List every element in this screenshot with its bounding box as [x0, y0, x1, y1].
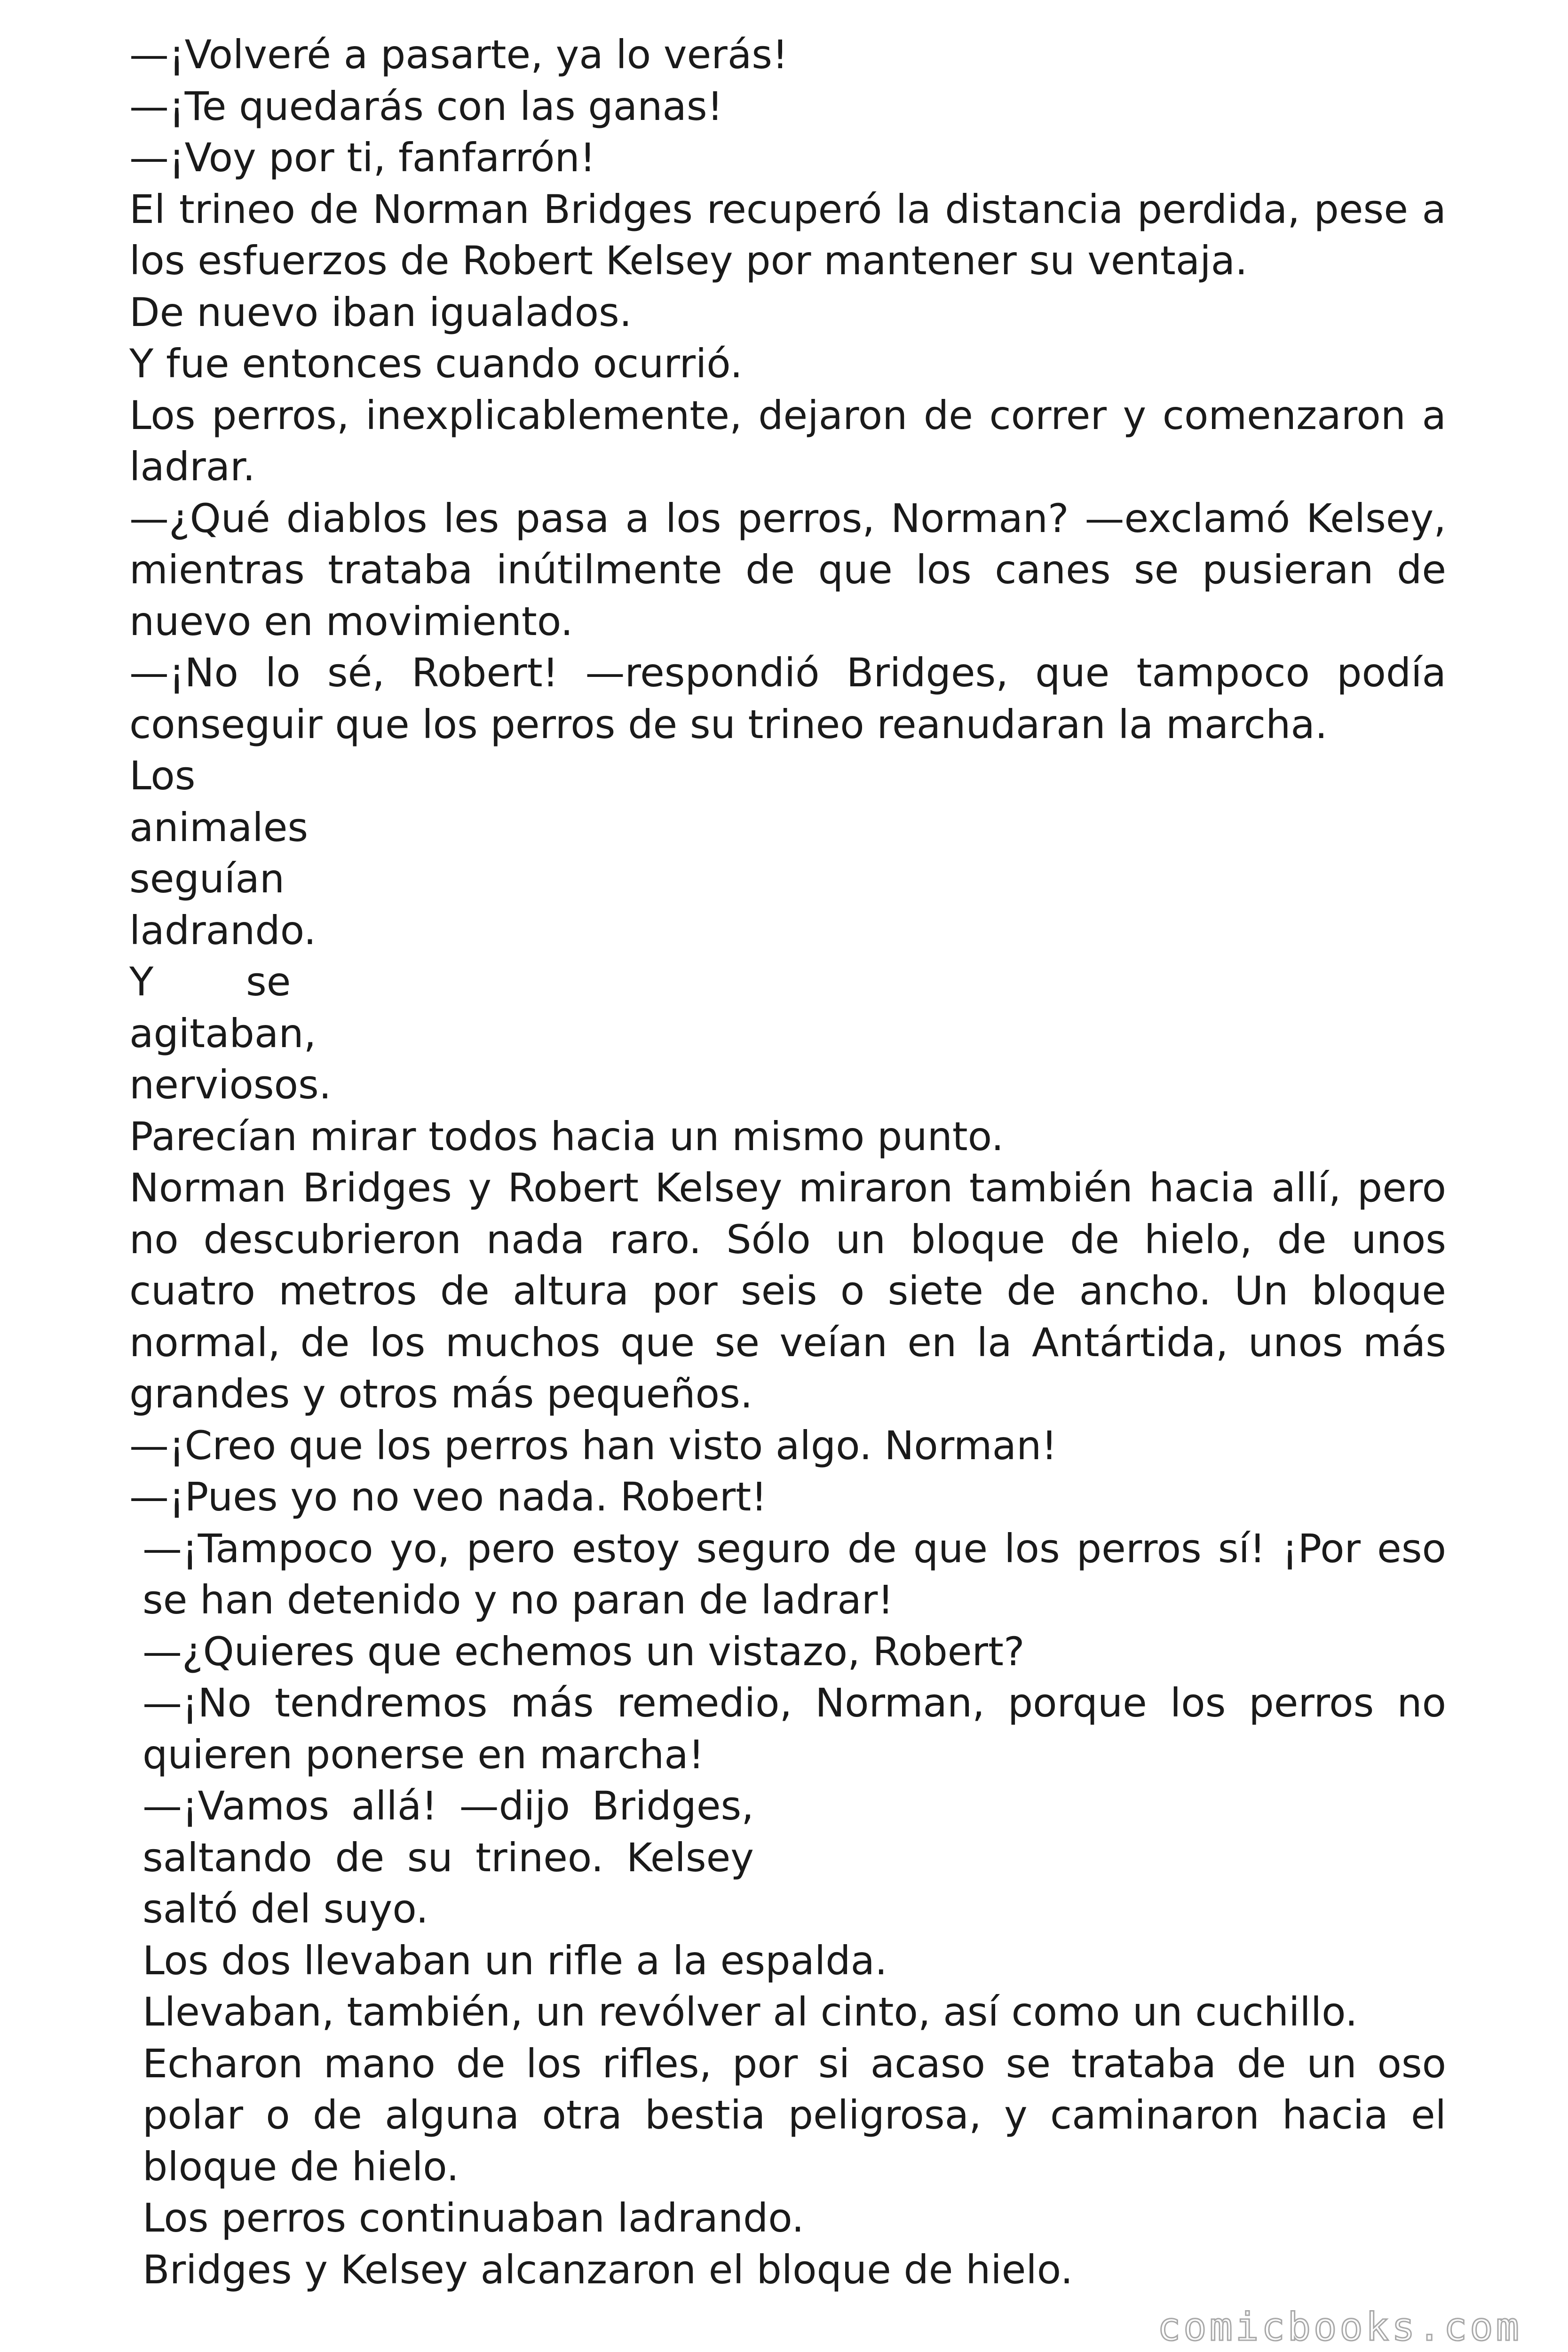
paragraph: Los perros, inexplicablemente, dejaron de correr y comenzaron a ladrar. — [129, 392, 1446, 490]
paragraph: —¡Tampoco yo, pero estoy seguro de que los perros sí! ¡Por eso se han detenido y no paran de ladrar! — [143, 1525, 1446, 1623]
paragraph: De nuevo iban igualados. — [129, 289, 632, 335]
paragraph: Echaron mano de los rifles, por si acaso se trataba de un oso polar o de alguna otra bestia peligrosa, y caminaron hacia el bloque de hielo. — [143, 2040, 1446, 2190]
narrow-line: Los — [129, 753, 196, 799]
body-text — [129, 29, 1446, 2296]
paragraph: —¿Qué diablos les pasa a los perros, Norman? —exclamó Kelsey, mientras trataba inútilmente de que los canes se pusieran de nuevo en movimiento. — [129, 495, 1446, 644]
paragraph: —¡Creo que los perros han visto algo. Norman! — [129, 1422, 1057, 1469]
indented-section — [129, 1523, 1446, 2296]
paragraph: Llevaban, también, un revólver al cinto, así como un cuchillo. — [143, 1989, 1358, 2035]
narrow-line: Y se — [129, 959, 291, 1005]
watermark-text: comicbooks.com — [1157, 2305, 1522, 2350]
paragraph: —¡Te quedarás con las ganas! — [129, 83, 723, 129]
paragraph: Los dos llevaban un rifle a la espalda. — [143, 1937, 887, 1984]
narrow-line: agitaban, — [129, 1010, 317, 1057]
paragraph: Bridges y Kelsey alcanzaron el bloque de hielo. — [143, 2246, 1073, 2293]
paragraph: El trineo de Norman Bridges recuperó la distancia perdida, pese a los esfuerzos de Robert Kelsey por mantener su ventaja. — [129, 186, 1446, 284]
paragraph: —¡Volveré a pasarte, ya lo verás! — [129, 32, 788, 78]
paragraph: —¡Pues yo no veo nada. Robert! — [129, 1474, 767, 1520]
narrow-line: nerviosos. — [129, 1062, 332, 1108]
paragraph: Y fue entonces cuando ocurrió. — [129, 341, 743, 387]
narrow-line: ladrando. — [129, 907, 317, 954]
paragraph: —¿Quieres que echemos un vistazo, Robert? — [143, 1628, 1025, 1675]
paragraph: —¡No tendremos más remedio, Norman, porque los perros no quieren ponerse en marcha! — [143, 1680, 1446, 1778]
paragraph: —¡No lo sé, Robert! —respondió Bridges, que tampoco podía conseguir que los perros de su trineo reanudaran la marcha. — [129, 650, 1446, 747]
paragraph: —¡Voy por ti, fanfarrón! — [129, 135, 596, 181]
narrow-line: animales — [129, 804, 309, 850]
paragraph: Parecían mirar todos hacia un mismo punto. — [129, 1113, 1004, 1160]
narrow-paragraph — [129, 750, 332, 1111]
paragraph: —¡Vamos allá! —dijo Bridges, saltando de su trineo. Kelsey saltó del suyo. — [143, 1783, 754, 1932]
paragraph: Norman Bridges y Robert Kelsey miraron también hacia allí, pero no descubrieron nada raro. Sólo un bloque de hielo, de unos cuatro metros de altura por seis o siete de ancho. Un bloque normal, de los muchos que se veían en la Antártida, unos más grandes y otros más pequeños. — [129, 1165, 1446, 1417]
paragraph: Los perros continuaban ladrando. — [143, 2195, 804, 2241]
narrow-line: seguían — [129, 856, 285, 902]
